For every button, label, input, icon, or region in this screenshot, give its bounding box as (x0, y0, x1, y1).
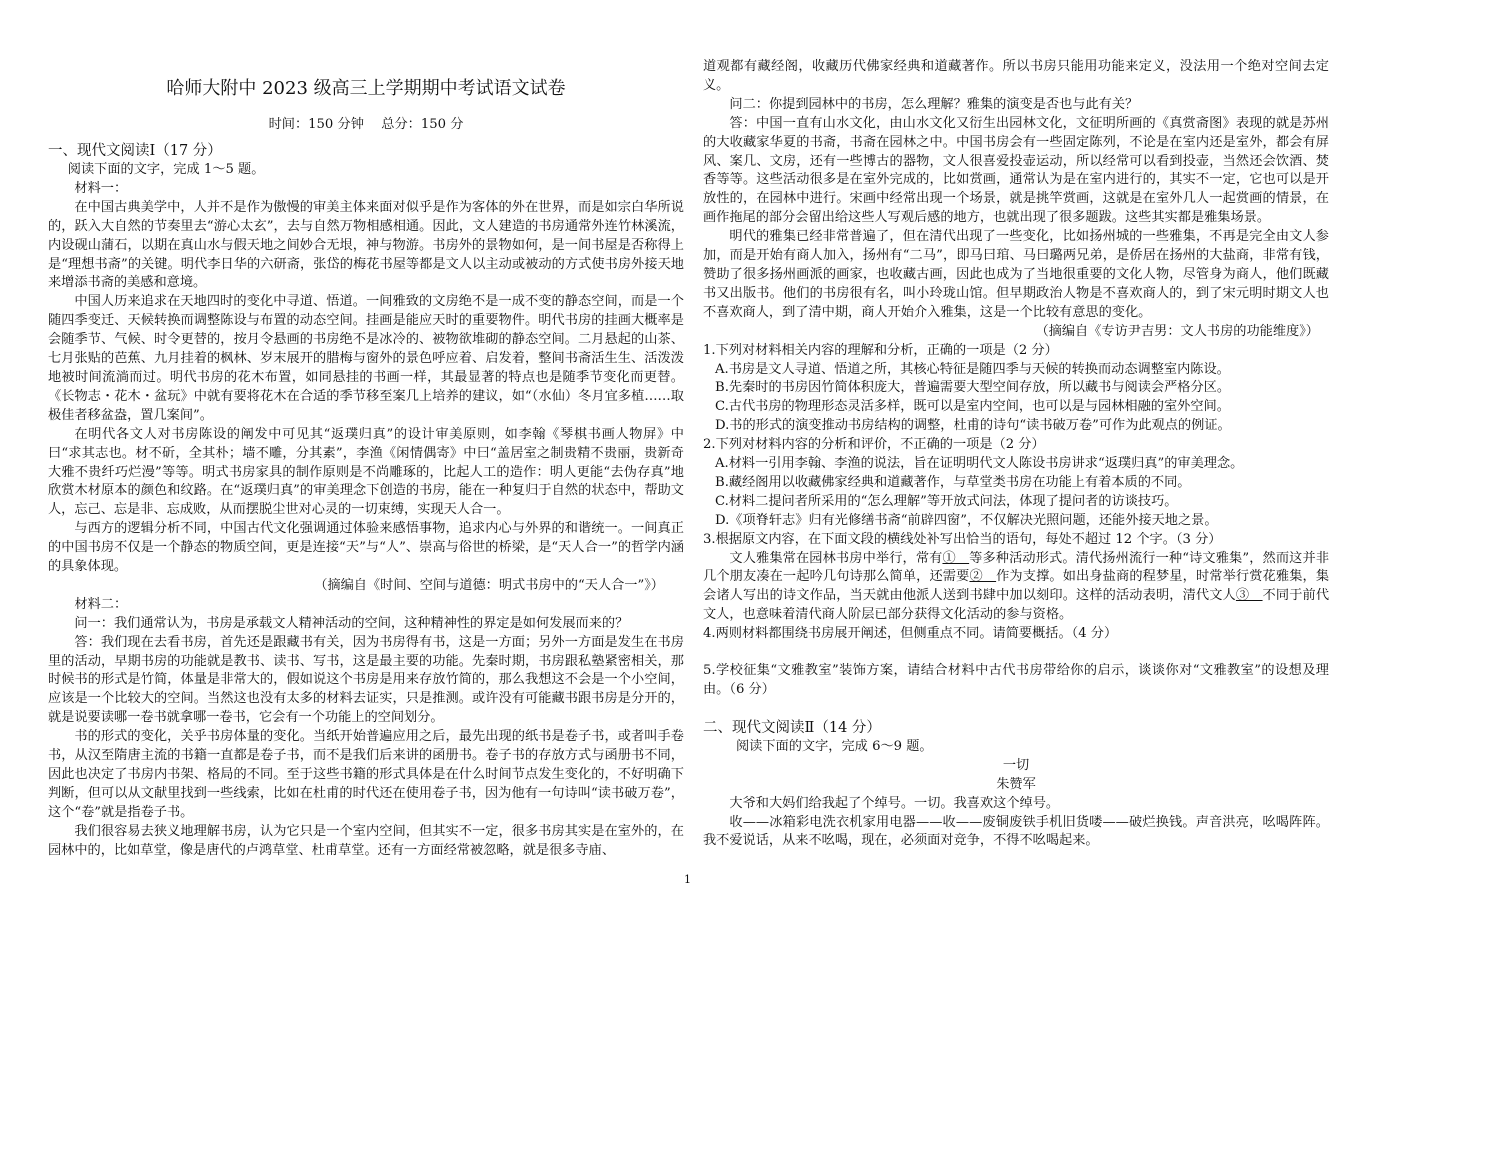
instruction: 阅读下面的文字，完成 6～9 题。 (736, 738, 933, 754)
option-c: C.古代书房的物理形态灵活多样，既可以是室内空间，也可以是与园林相融的室外空间。 (715, 399, 1230, 415)
question-text: 问一：我们通常认为，书房是承载文人精神活动的空间，这种精神性的界定是如何发展而来的？ (74, 615, 629, 631)
question-3-passage: 文人雅集常在园林书房中举行，常有① 等多种活动形式。清代扬州流行一种“诗文雅集”，然而这并非几个朋友凑在一起吟几句诗那么简单，还需要② 作为支撑。如出身盐商的程梦星，时常举行赏花雅集，集会诸人写出的诗文作品，当天就由他派人送到书肆中加以刻印。这样的活动表明，清代文人③ 不同于前代文人，也意味着清代商人阶层已部分获得文化活动的参与资格。 (703, 550, 1330, 623)
option-a: A.材料一引用李翰、李渔的说法，旨在证明明代文人陈设书房讲求“返璞归真”的审美理念。 (715, 456, 1244, 472)
instruction: 阅读下面的文字，完成 1～5 题。 (67, 162, 265, 177)
page-number: 1 (684, 873, 691, 886)
paragraph: 道观都有藏经阁，收藏历代佛家经典和道藏著作。所以书房只能用功能来定义，没法用一个绝对空间去定义。 (703, 59, 1329, 93)
blank-3: ③ (1235, 588, 1263, 604)
answer-text: 答：我们现在去看书房，首先还是跟藏书有关，因为书房得有书，这是一方面；另外一方面是发生在书房里的活动，早期书房的功能就是教书、读书、写书，这是最主要的功能。先秦时期，书房跟私塾紧密相关，那时候书的形式是竹简，体量是非常大的，假如说这个书房是用来存放竹简的，那么我想这不会是一个小空间，应该是一个比较大的空间。当然这也没有太多的材料去证实，只是推测。或许没有可能藏书跟书房是分开的，就是说要读哪一卷书就拿哪一卷书，它会有一个功能上的空间划分。 (48, 634, 684, 726)
blank-2: ② (969, 569, 997, 585)
paragraph: 在明代各文人对书房陈设的阐发中可见其“返璞归真”的设计审美原则，如李翰《琴棋书画人物屏》中曰“求其志也。材不斫，全其朴；墙不雕，分其素”，李渔《闲情偶寄》中曰“盖居室之制贵精不贵丽，贵新奇大雅不贵纤巧烂漫”等等。明式书房家具的制作原则是不尚雕琢的，比起人工的造作：明人更能“去伪存真”地欣赏木材原本的颜色和纹路。在“返璞归真”的审美理念下创造的书房，能在一种复归于自然的状态中，帮助文人，忘己、忘是非、忘成败，从而摆脱尘世对心灵的一切束缚，实现天人合一。 (48, 426, 684, 518)
source-citation: （摘编自《时间、空间与道德：明式书房中的“天人合一”》） (314, 577, 664, 593)
paragraph: 书的形式的变化，关乎书房体量的变化。当纸开始普遍应用之后，最先出现的纸书是卷子书，或者叫手卷书，从汉至隋唐主流的书籍一直都是卷子书，而不是我们后来讲的函册书。卷子书的存放方式与函册书不同，因此也决定了书房内书架、格局的不同。至于这些书籍的形式具体是在什么时间节点发生变化的，不好明确下判断，但可以从文献里找到一些线索，比如在杜甫的时代还在使用卷子书，因为他有一句诗叫“读书破万卷”，这个“卷”就是指卷子书。 (48, 729, 684, 820)
story-author: 朱赞军 (996, 776, 1036, 792)
story-title: 一切 (1002, 757, 1030, 773)
blank-1: ① (942, 550, 970, 566)
option-a: A.书房是文人寻道、悟道之所，其核心特征是随四季与天候的转换而动态调整室内陈设。 (715, 361, 1230, 377)
exam-meta: 时间：150 分钟 总分：150 分 (268, 117, 464, 132)
page-title: 哈师大附中 2023 级高三上学期期中考试语文试卷 (166, 78, 566, 99)
section-heading-1: 一、现代文阅读Ⅰ（17 分） (48, 143, 222, 159)
question-1-stem: 1.下列对材料相关内容的理解和分析，正确的一项是（2 分） (703, 342, 1058, 358)
section-heading-2: 二、现代文阅读Ⅱ（14 分） (703, 719, 881, 736)
paragraph: 收——冰箱彩电洗衣机家用电器——收——废铜废铁手机旧货喽——破烂换钱。声音洪亮，吆喝阵阵。我不爱说话，从来不吆喝，现在，必须面对竞争，不得不吆喝起来。 (703, 814, 1329, 849)
paragraph: 中国人历来追求在天地四时的变化中寻道、悟道。一间雅致的文房绝不是一成不变的静态空间，而是一个随四季变迁、天候转换而调整陈设与布置的动态空间。挂画是能应天时的重要物件。明代书房的挂画大概率是会随季节、气候、时令更替的，按月令悬画的书房绝不是冰冷的、被物欲堆砌的静态空间。二月悬起的山茶、七月张贴的芭蕉、九月挂着的枫林、岁末展开的腊梅与窗外的景色呼应着、启发着，整间书斋活生生、活泼泼地被时间流淌而过。明代书房的花木布置，如同悬挂的书画一样，其最显著的特点也是随季节变化而更替。《长物志・花木・盆玩》中就有要将花木在合适的季节移至案几上培养的建议，如“（水仙）冬月宜多植……取极佳者移盆盎，置几案间”。 (48, 294, 684, 423)
material-1-label: 材料一： (74, 180, 128, 196)
option-d: D.《项脊轩志》归有光修缮书斋“前辟四窗”，不仅解决光照问题，还能外接天地之景。 (715, 512, 1218, 528)
question-4-stem: 4.两则材料都围绕书房展开阐述，但侧重点不同。请简要概括。（4 分） (703, 626, 1118, 642)
paragraph: 与西方的逻辑分析不同，中国古代文化强调通过体验来感悟事物，追求内心与外界的和谐统一。一间真正的中国书房不仅是一个静态的物质空间，更是连接“天”与“人”、崇高与俗世的桥梁，是“天人合一”的哲学内涵的具象体现。 (48, 521, 684, 575)
question-text: 问二：你提到园林中的书房，怎么理解？雅集的演变是否也与此有关？ (729, 96, 1139, 112)
question-2-stem: 2.下列对材料内容的分析和评价，不正确的一项是（2 分） (703, 437, 1045, 453)
option-c: C.材料二提问者所采用的“怎么理解”等开放式问法，体现了提问者的访谈技巧。 (715, 493, 1178, 509)
question-5-stem: 5.学校征集“文雅教室”装饰方案，请结合材料中古代书房带给你的启示，谈谈你对“文雅教室”的设想及理由。（6 分） (703, 663, 1329, 697)
answer-text: 答：中国一直有山水文化，由山水文化又衍生出园林文化，文征明所画的《真赏斋图》表现的就是苏州的大收藏家华夏的书斋，书斋在园林之中。中国书房会有一些固定陈列，不论是在室内还是室外，都会有屏风、案几、文房，还有一些博古的器物，文人很喜爱投壶运动，所以经常可以看到投壶，当然还会饮酒、焚香等等。这些活动很多是在室外完成的，比如赏画，通常认为是在室内进行的，其实不一定，它也可以是开放性的，在园林中进行。宋画中经常出现一个场景，就是挑竿赏画，这就是在室外几人一起赏画的情景，在画作拖尾的部分会留出给这些人写观后感的地方，也就出现了很多题跋。这些其实都是雅集场景。 (703, 115, 1329, 226)
option-d: D.书的形式的演变推动书房结构的调整，杜甫的诗句“读书破万卷”可作为此观点的例证。 (715, 418, 1231, 434)
material-2-label: 材料二： (74, 596, 128, 612)
paragraph: 明代的雅集已经非常普遍了，但在清代出现了一些变化，比如扬州城的一些雅集，不再是完全由文人参加，而是开始有商人加入，扬州有“二马”，即马曰琯、马曰璐两兄弟，是侨居在扬州的大盐商，非常有钱，赞助了很多扬州画派的画家，也收藏古画，因此也成为了当地很重要的文化人物，尽管身为商人，他们既藏书又出版书。他们的书房很有名，叫小玲珑山馆。但早期政治人物是不喜欢商人的，到了宋元明时期文人也不喜欢商人，到了清中期，商人开始介入雅集，这是一个比较有意思的变化。 (703, 229, 1329, 320)
paragraph: 大爷和大妈们给我起了个绰号。一切。我喜欢这个绰号。 (729, 795, 1060, 811)
question-3-stem: 3.根据原文内容，在下面文段的横线处补写出恰当的语句，每处不超过 12 个字。（3 分） (703, 531, 1222, 547)
option-b: B.先秦时的书房因竹简体积庞大，普遍需要大型空间存放，所以藏书与阅读会严格分区。 (715, 380, 1231, 396)
option-b: B.藏经阁用以收藏佛家经典和道藏著作，与草堂类书房在功能上有着本质的不同。 (715, 474, 1191, 490)
source-citation: （摘编自《专访尹吉男：文人书房的功能维度》） (1035, 323, 1319, 339)
paragraph: 我们很容易去狭义地理解书房，认为它只是一个室内空间，但其实不一定，很多书房其实是在室外的，在园林中的，比如草堂，像是唐代的卢鸿草堂、杜甫草堂。还有一方面经常被忽略，就是很多寺庙、 (48, 823, 684, 858)
paragraph: 在中国古典美学中，人并不是作为傲慢的审美主体来面对似乎是作为客体的外在世界，而是如宗白华所说的，跃入大自然的节奏里去“游心太玄”，去与自然万物相感相通。因此，文人建造的书房通常外连竹林溪流，内设砚山蒲石，以期在真山水与假天地之间妙合无垠，神与物游。书房外的景物如何，是一间书屋是否称得上是“理想书斋”的关键。明代李日华的六研斋，张岱的梅花书屋等都是文人以主动或被动的方式使书房外接天地来增添书斋的美感和意境。 (48, 199, 684, 291)
